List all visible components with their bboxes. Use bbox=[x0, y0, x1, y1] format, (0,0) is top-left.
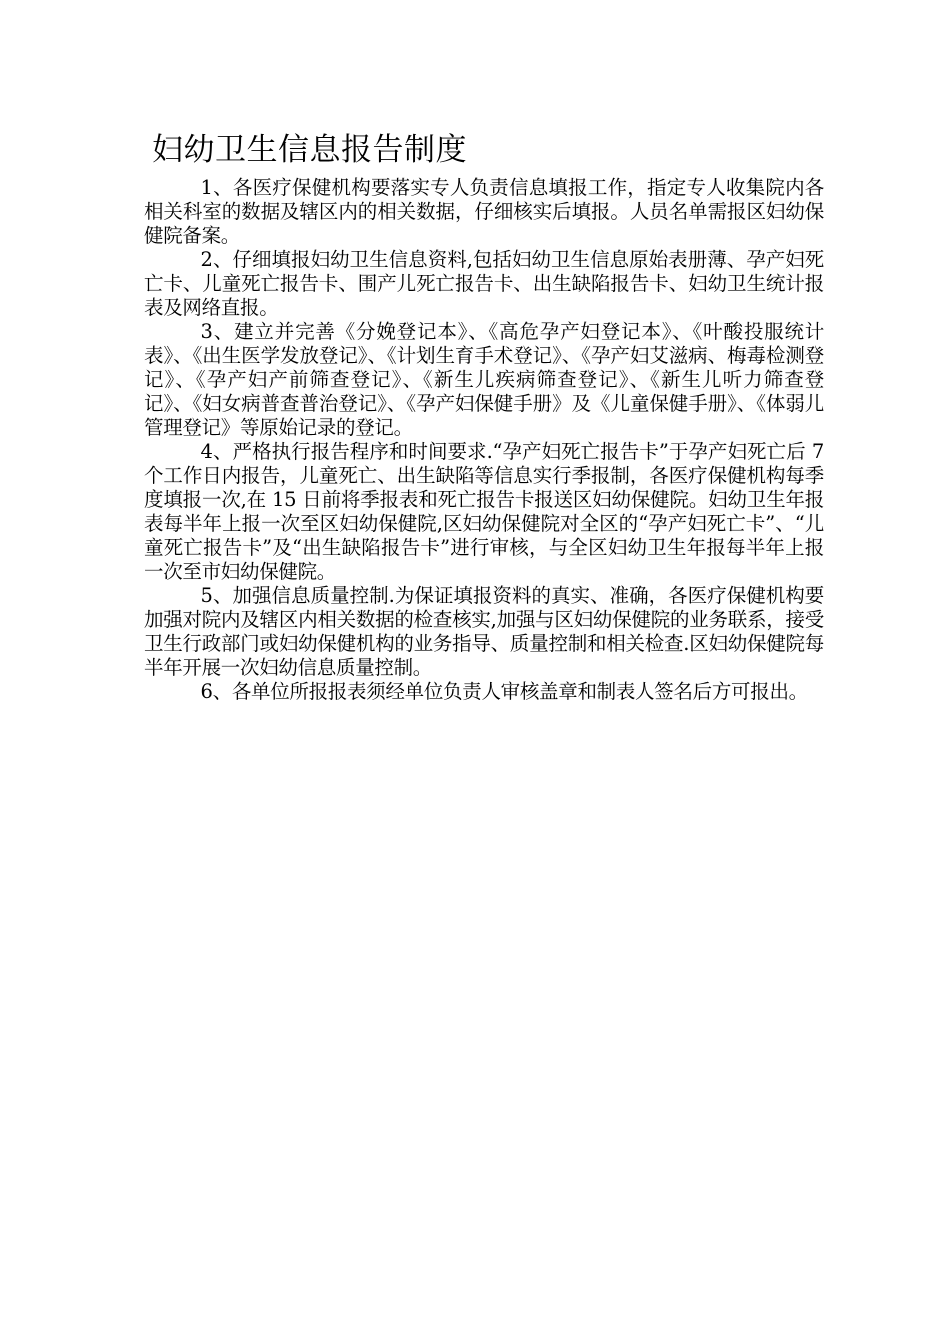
paragraph-1: 1、各医疗保健机构要落实专人负责信息填报工作，指定专人收集院内各相关科室的数据及辖区内的相关数据，仔细核实后填报。人员名单需报区妇幼保健院备案。 bbox=[144, 176, 824, 247]
paragraph-2: 2、仔细填报妇幼卫生信息资料,包括妇幼卫生信息原始表册薄、孕产妇死亡卡、儿童死亡报告卡、围产儿死亡报告卡、出生缺陷报告卡、妇幼卫生统计报表及网络直报。 bbox=[144, 248, 824, 319]
paragraph-5: 5、加强信息质量控制.为保证填报资料的真实、准确，各医疗保健机构要加强对院内及辖区内相关数据的检查核实,加强与区妇幼保健院的业务联系，接受卫生行政部门或妇幼保健机构的业务指导、质量控制和相关检查.区妇幼保健院每半年开展一次妇幼信息质量控制。 bbox=[144, 584, 824, 679]
paragraph-4: 4、严格执行报告程序和时间要求.“孕产妇死亡报告卡”于孕产妇死亡后 7 个工作日内报告，儿童死亡、出生缺陷等信息实行季报制，各医疗保健机构每季度填报一次,在 15 日前将季报表和死亡报告卡报送区妇幼保健院。妇幼卫生年报表每半年上报一次至区妇幼保健院,区妇幼保健院对全区的“孕产妇死亡卡”、“儿童死亡报告卡”及“出生缺陷报告卡”进行审核，与全区妇幼卫生年报每半年上报一次至市妇幼保健院。 bbox=[144, 440, 824, 583]
paragraph-6: 6、各单位所报报表须经单位负责人审核盖章和制表人签名后方可报出。 bbox=[200, 680, 808, 703]
document-page bbox=[144, 128, 824, 704]
document-title: 妇幼卫生信息报告制度 bbox=[152, 132, 467, 168]
paragraph-3: 3、建立并完善《分娩登记本》、《高危孕产妇登记本》、《叶酸投服统计表》、《出生医学发放登记》、《计划生育手术登记》、《孕产妇艾滋病、梅毒检测登记》、《孕产妇产前筛查登记》、《新生儿疾病筛查登记》、《新生儿听力筛查登记》、《妇女病普查普治登记》、《孕产妇保健手册》及《儿童保健手册》、《体弱儿管理登记》等原始记录的登记。 bbox=[144, 320, 824, 439]
